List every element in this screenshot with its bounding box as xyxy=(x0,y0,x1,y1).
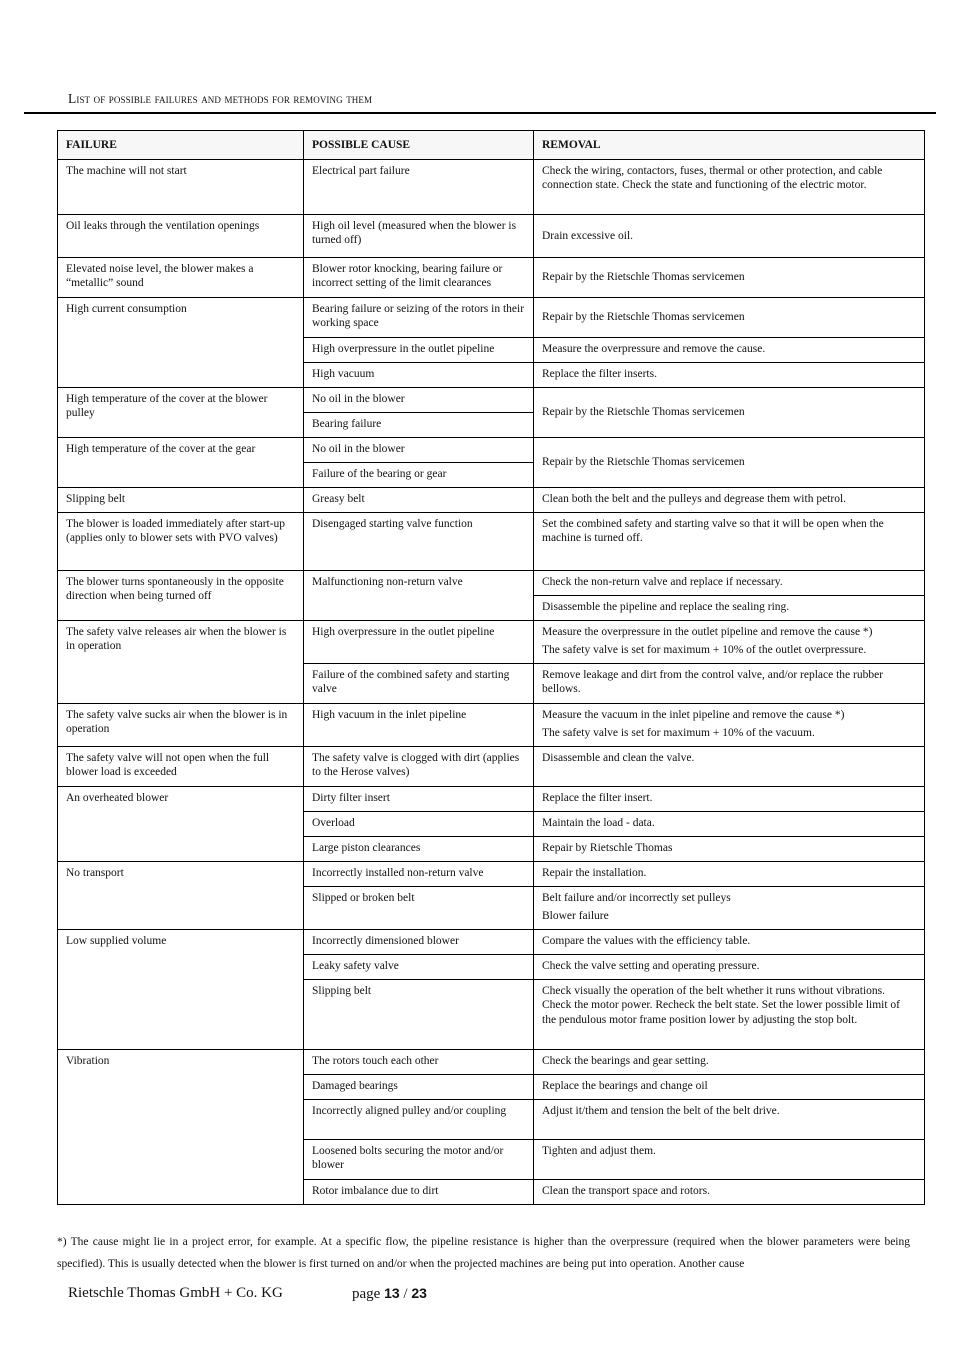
removal-text: Measure the vacuum in the inlet pipeline and remove the cause *) xyxy=(542,708,845,721)
section-heading: List of possible failures and methods for removing them xyxy=(68,91,373,106)
removal-text: The safety valve is set for maximum + 10% of the vacuum. xyxy=(542,727,815,740)
cause-cell: Rotor imbalance due to dirt xyxy=(304,1179,534,1204)
cause-cell: Damaged bearings xyxy=(304,1074,534,1099)
removal-text: Belt failure and/or incorrectly set pulleys xyxy=(542,891,731,904)
removal-cell xyxy=(534,159,925,214)
removal-cell xyxy=(534,1099,925,1139)
removal-text: Check visually the operation of the belt whether it runs without vibrations. Check the motor power. Recheck the belt state. Set the lower possible limit of the pendulous motor frame position lower by adjusting the stop bolt. xyxy=(542,984,901,1026)
cause-cell: Incorrectly installed non-return valve xyxy=(304,861,534,886)
cause-cell: The rotors touch each other xyxy=(304,1049,534,1074)
removal-text: Repair by the Rietschle Thomas servicemen xyxy=(542,311,745,324)
removal-text: Tighten and adjust them. xyxy=(542,1144,656,1157)
removal-text: Repair by the Rietschle Thomas servicemen xyxy=(542,456,745,469)
header-failure: FAILURE xyxy=(58,131,304,160)
removal-text: Repair by the Rietschle Thomas servicemen xyxy=(542,271,745,284)
cause-cell: Incorrectly aligned pulley and/or coupling xyxy=(304,1099,534,1139)
failure-cell: Slipping belt xyxy=(58,487,304,512)
removal-text: Remove leakage and dirt from the control valve, and/or replace the rubber bellows. xyxy=(542,668,884,696)
removal-text: Clean both the belt and the pulleys and degrease them with petrol. xyxy=(542,492,847,505)
removal-text: Check the bearings and gear setting. xyxy=(542,1054,709,1067)
removal-cell xyxy=(534,1179,925,1204)
removal-cell xyxy=(534,362,925,387)
cause-cell: Blower rotor knocking, bearing failure or incorrect setting of the limit clearances xyxy=(304,257,534,297)
cause-cell: Large piston clearances xyxy=(304,836,534,861)
cause-cell: Bearing failure or seizing of the rotors in their working space xyxy=(304,297,534,337)
removal-text: Replace the bearings and change oil xyxy=(542,1079,708,1092)
table-row xyxy=(58,1049,925,1074)
cause-cell: Disengaged starting valve function xyxy=(304,512,534,570)
table-row xyxy=(58,570,925,595)
cause-cell: High vacuum xyxy=(304,362,534,387)
cause-cell: High oil level (measured when the blower is turned off) xyxy=(304,214,534,257)
table-row xyxy=(58,512,925,570)
removal-cell xyxy=(534,886,925,929)
removal-text: Maintain the load - data. xyxy=(542,816,655,829)
table-row xyxy=(58,620,925,663)
cause-cell: Greasy belt xyxy=(304,487,534,512)
table-row xyxy=(58,487,925,512)
cause-cell: Failure of the bearing or gear xyxy=(304,462,534,487)
footer-company: Rietschle Thomas GmbH + Co. KG xyxy=(68,1285,283,1301)
table-row xyxy=(58,703,925,746)
removal-cell xyxy=(534,1049,925,1074)
table-row xyxy=(58,746,925,786)
removal-text: Repair by Rietschle Thomas xyxy=(542,841,673,854)
removal-text: Set the combined safety and starting valve so that it will be open when the machine is turned off. xyxy=(542,517,884,545)
removal-cell xyxy=(534,979,925,1049)
removal-text: Measure the overpressure in the outlet pipeline and remove the cause *) xyxy=(542,625,873,638)
failure-cell: Low supplied volume xyxy=(58,929,304,1049)
removal-text: Disassemble and clean the valve. xyxy=(542,751,695,764)
removal-cell xyxy=(534,929,925,954)
failure-cell: The blower is loaded immediately after start-up (applies only to blower sets with PVO valves) xyxy=(58,512,304,570)
failure-cell: No transport xyxy=(58,861,304,929)
cause-cell: High overpressure in the outlet pipeline xyxy=(304,337,534,362)
cause-cell: Electrical part failure xyxy=(304,159,534,214)
table-row xyxy=(58,257,925,297)
failure-cell: Vibration xyxy=(58,1049,304,1204)
table-row xyxy=(58,929,925,954)
removal-cell xyxy=(534,620,925,663)
removal-cell xyxy=(534,487,925,512)
cause-cell: Leaky safety valve xyxy=(304,954,534,979)
removal-text: Drain excessive oil. xyxy=(542,229,634,242)
page-number xyxy=(352,1285,427,1303)
removal-text: Check the valve setting and operating pressure. xyxy=(542,959,760,972)
failure-cell: High temperature of the cover at the gear xyxy=(58,437,304,487)
table-row xyxy=(58,387,925,412)
removal-text: Repair the installation. xyxy=(542,866,647,879)
removal-cell xyxy=(534,512,925,570)
removal-cell xyxy=(534,954,925,979)
removal-text: Replace the filter insert. xyxy=(542,791,653,804)
page-label: page xyxy=(352,1286,381,1302)
table-row xyxy=(58,786,925,811)
failure-cell: High current consumption xyxy=(58,297,304,387)
table-row xyxy=(58,437,925,462)
cause-cell: Slipped or broken belt xyxy=(304,886,534,929)
removal-cell xyxy=(534,703,925,746)
removal-text: Replace the filter inserts. xyxy=(542,367,657,380)
table-header-row xyxy=(58,131,925,160)
removal-cell xyxy=(534,1139,925,1179)
failure-cell: Elevated noise level, the blower makes a “metallic” sound xyxy=(58,257,304,297)
cause-cell: Dirty filter insert xyxy=(304,786,534,811)
cause-cell: Failure of the combined safety and starting valve xyxy=(304,663,534,703)
removal-text: Check the wiring, contactors, fuses, thermal or other protection, and cable connection state. Check the state and functioning of the electric motor. xyxy=(542,164,883,192)
cause-cell: High vacuum in the inlet pipeline xyxy=(304,703,534,746)
removal-text: Adjust it/them and tension the belt of the belt drive. xyxy=(542,1104,780,1117)
table-row xyxy=(58,297,925,337)
removal-text: The safety valve is set for maximum + 10% of the outlet overpressure. xyxy=(542,644,867,657)
removal-text: Clean the transport space and rotors. xyxy=(542,1184,710,1197)
removal-cell xyxy=(534,337,925,362)
cause-cell: No oil in the blower xyxy=(304,387,534,412)
cause-cell: Malfunctioning non-return valve xyxy=(304,570,534,620)
failure-cell: An overheated blower xyxy=(58,786,304,861)
cause-cell: Incorrectly dimensioned blower xyxy=(304,929,534,954)
removal-text: Check the non-return valve and replace if necessary. xyxy=(542,575,783,588)
cause-cell: Overload xyxy=(304,811,534,836)
removal-cell xyxy=(534,811,925,836)
removal-cell xyxy=(534,437,925,487)
failure-cell: The safety valve sucks air when the blower is in operation xyxy=(58,703,304,746)
removal-cell xyxy=(534,861,925,886)
removal-cell xyxy=(534,595,925,620)
page-separator: / xyxy=(403,1286,408,1302)
removal-text: Blower failure xyxy=(542,910,609,923)
failure-cell: Oil leaks through the ventilation openings xyxy=(58,214,304,257)
failures-table xyxy=(57,130,925,1205)
removal-cell xyxy=(534,1074,925,1099)
removal-cell xyxy=(534,786,925,811)
failure-cell: The safety valve releases air when the blower is in operation xyxy=(58,620,304,703)
removal-cell xyxy=(534,836,925,861)
header-cause: POSSIBLE CAUSE xyxy=(304,131,534,160)
header-removal: REMOVAL xyxy=(534,131,925,160)
failure-cell: The machine will not start xyxy=(58,159,304,214)
cause-cell: No oil in the blower xyxy=(304,437,534,462)
page-total: 23 xyxy=(411,1285,427,1301)
table-row xyxy=(58,861,925,886)
page-current: 13 xyxy=(384,1285,400,1301)
table-row xyxy=(58,159,925,214)
removal-cell xyxy=(534,297,925,337)
failure-cell: The safety valve will not open when the full blower load is exceeded xyxy=(58,746,304,786)
cause-cell: Loosened bolts securing the motor and/or blower xyxy=(304,1139,534,1179)
cause-cell: The safety valve is clogged with dirt (applies to the Herose valves) xyxy=(304,746,534,786)
removal-text: Repair by the Rietschle Thomas servicemen xyxy=(542,406,745,419)
removal-cell xyxy=(534,257,925,297)
footnote: *) The cause might lie in a project error, for example. At a specific flow, the pipeline resistance is higher than the overpressure (required when the blower parameters were being specified). This is usually detected when the blower is first turned on and/or when the projected machines are being put into operation. Another cause xyxy=(57,1236,910,1270)
removal-cell xyxy=(534,387,925,437)
removal-text: Measure the overpressure and remove the cause. xyxy=(542,342,766,355)
removal-cell xyxy=(534,570,925,595)
removal-cell xyxy=(534,746,925,786)
cause-cell: High overpressure in the outlet pipeline xyxy=(304,620,534,663)
cause-cell: Slipping belt xyxy=(304,979,534,1049)
heading-rule xyxy=(24,112,936,114)
removal-text: Disassemble the pipeline and replace the sealing ring. xyxy=(542,600,790,613)
cause-cell: Bearing failure xyxy=(304,412,534,437)
failure-cell: High temperature of the cover at the blower pulley xyxy=(58,387,304,437)
failure-cell: The blower turns spontaneously in the opposite direction when being turned off xyxy=(58,570,304,620)
removal-cell xyxy=(534,214,925,257)
removal-cell xyxy=(534,663,925,703)
table-row xyxy=(58,214,925,257)
removal-text: Compare the values with the efficiency table. xyxy=(542,934,751,947)
